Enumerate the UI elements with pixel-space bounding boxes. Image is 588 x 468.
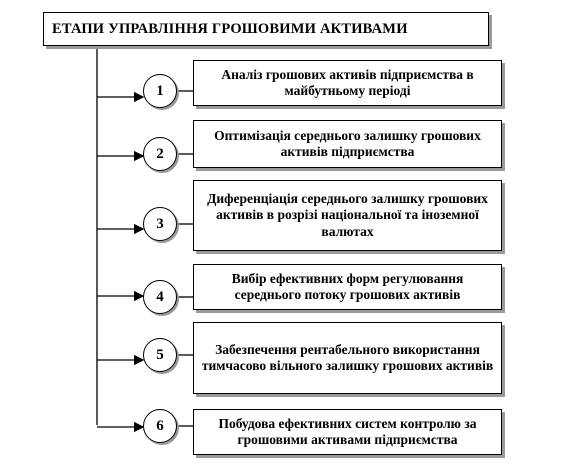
step-2-box: Оптимізація середнього залишку грошових активів підприємства xyxy=(193,120,502,168)
step-1-number: 1 xyxy=(143,74,177,108)
step-6-number: 6 xyxy=(143,409,177,443)
step-3-box: Диференціація середнього залишку грошових активів в розрізі національної та іноземної валютах xyxy=(193,180,502,251)
step-5-box: Забезпечення рентабельного використання тимчасово вільного залишку грошових активів xyxy=(193,322,502,394)
step-4-box: Вибір ефективних форм регулювання середнього потоку грошових активів xyxy=(193,264,502,310)
step-1-box: Аналіз грошових активів підприємства в майбутньому періоді xyxy=(193,60,502,106)
step-6-box: Побудова ефективних систем контролю за грошовими активами підприємства xyxy=(193,409,502,455)
step-4-number: 4 xyxy=(143,280,177,314)
step-3-number: 3 xyxy=(143,207,177,241)
step-5-number: 5 xyxy=(143,338,177,372)
diagram-title: ЕТАПИ УПРАВЛІННЯ ГРОШОВИМИ АКТИВАМИ xyxy=(43,12,489,46)
step-2-number: 2 xyxy=(143,137,177,171)
